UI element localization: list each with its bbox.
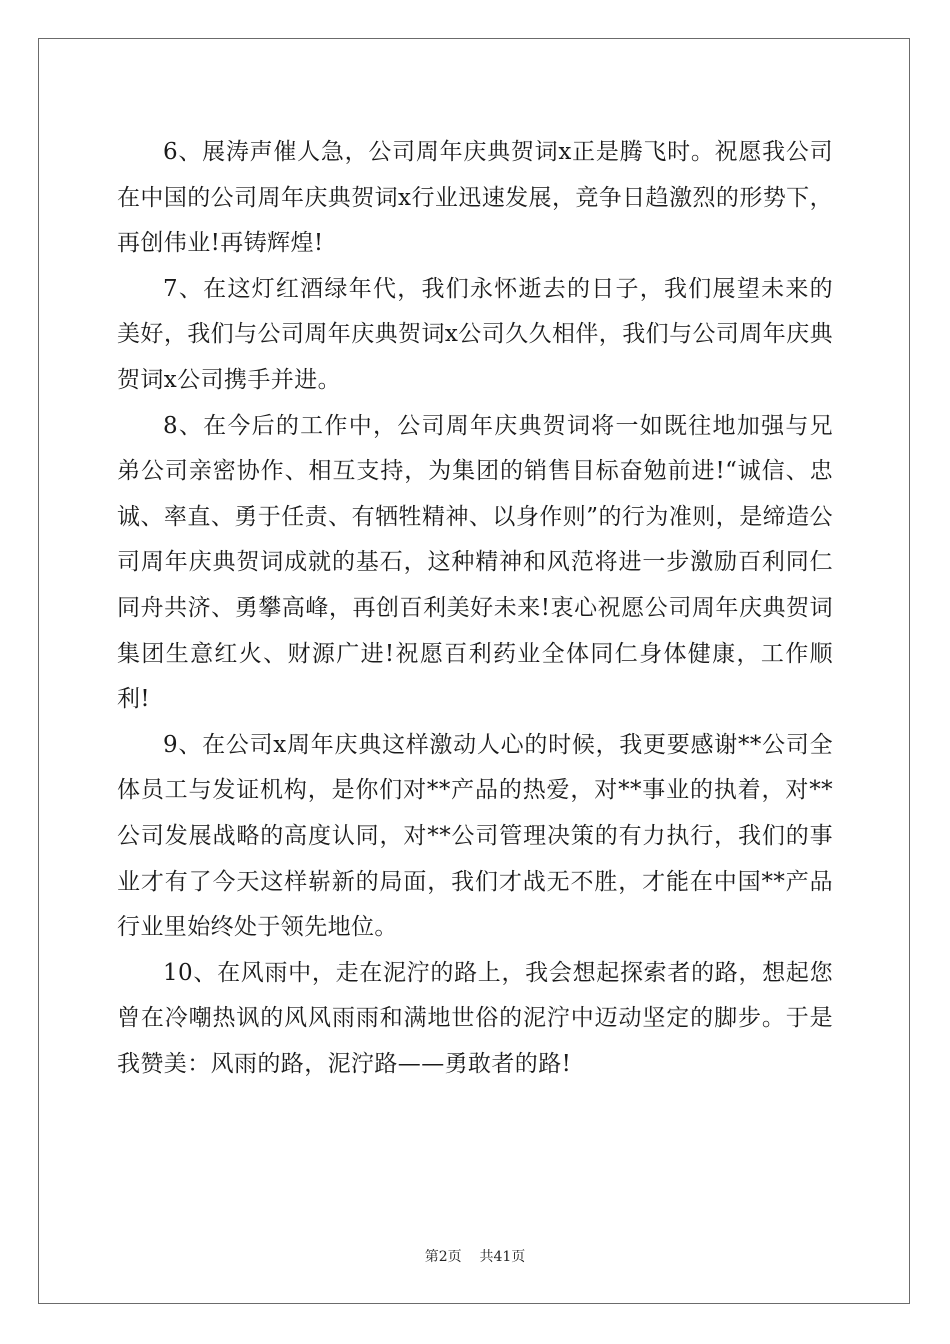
paragraph-9: 9、在公司x周年庆典这样激动人心的时候，我更要感谢**公司全体员工与发证机构，是你们对**产品的热爱，对**事业的执着，对**公司发展战略的高度认同，对**公司管理决策的有力执行，我们的事业才有了今天这样崭新的局面，我们才战无不胜，才能在中国**产品行业里始终处于领先地位。	[117, 731, 833, 941]
footer-gap	[462, 1249, 480, 1265]
document-body	[117, 130, 833, 1087]
paragraph-7: 7、在这灯红酒绿年代，我们永怀逝去的日子，我们展望未来的美好，我们与公司周年庆典贺词x公司久久相伴，我们与公司周年庆典贺词x公司携手并进。	[117, 275, 833, 393]
paragraph-8: 8、在今后的工作中，公司周年庆典贺词将一如既往地加强与兄弟公司亲密协作、相互支持，为集团的销售目标奋勉前进!“诚信、忠诚、率直、勇于任责、有牺牲精神、以身作则”的行为准则，是缔造公司周年庆典贺词成就的基石，这种精神和风范将进一步激励百利同仁同舟共济、勇攀高峰，再创百利美好未来!衷心祝愿公司周年庆典贺词集团生意红火、财源广进!祝愿百利药业全体同仁身体健康，工作顺利!	[117, 412, 833, 713]
page-number: 第2页	[424, 1249, 462, 1265]
paragraph-10: 10、在风雨中，走在泥泞的路上，我会想起探索者的路，想起您曾在冷嘲热讽的风风雨雨和满地世俗的泥泞中迈动坚定的脚步。于是我赞美：风雨的路，泥泞路——勇敢者的路!	[117, 959, 833, 1077]
page-total: 共41页	[479, 1249, 526, 1265]
paragraph-6: 6、展涛声催人急，公司周年庆典贺词x正是腾飞时。祝愿我公司在中国的公司周年庆典贺词x行业迅速发展，竞争日趋激烈的形势下，再创伟业!再铸辉煌!	[117, 139, 833, 257]
page-footer	[0, 1246, 950, 1266]
